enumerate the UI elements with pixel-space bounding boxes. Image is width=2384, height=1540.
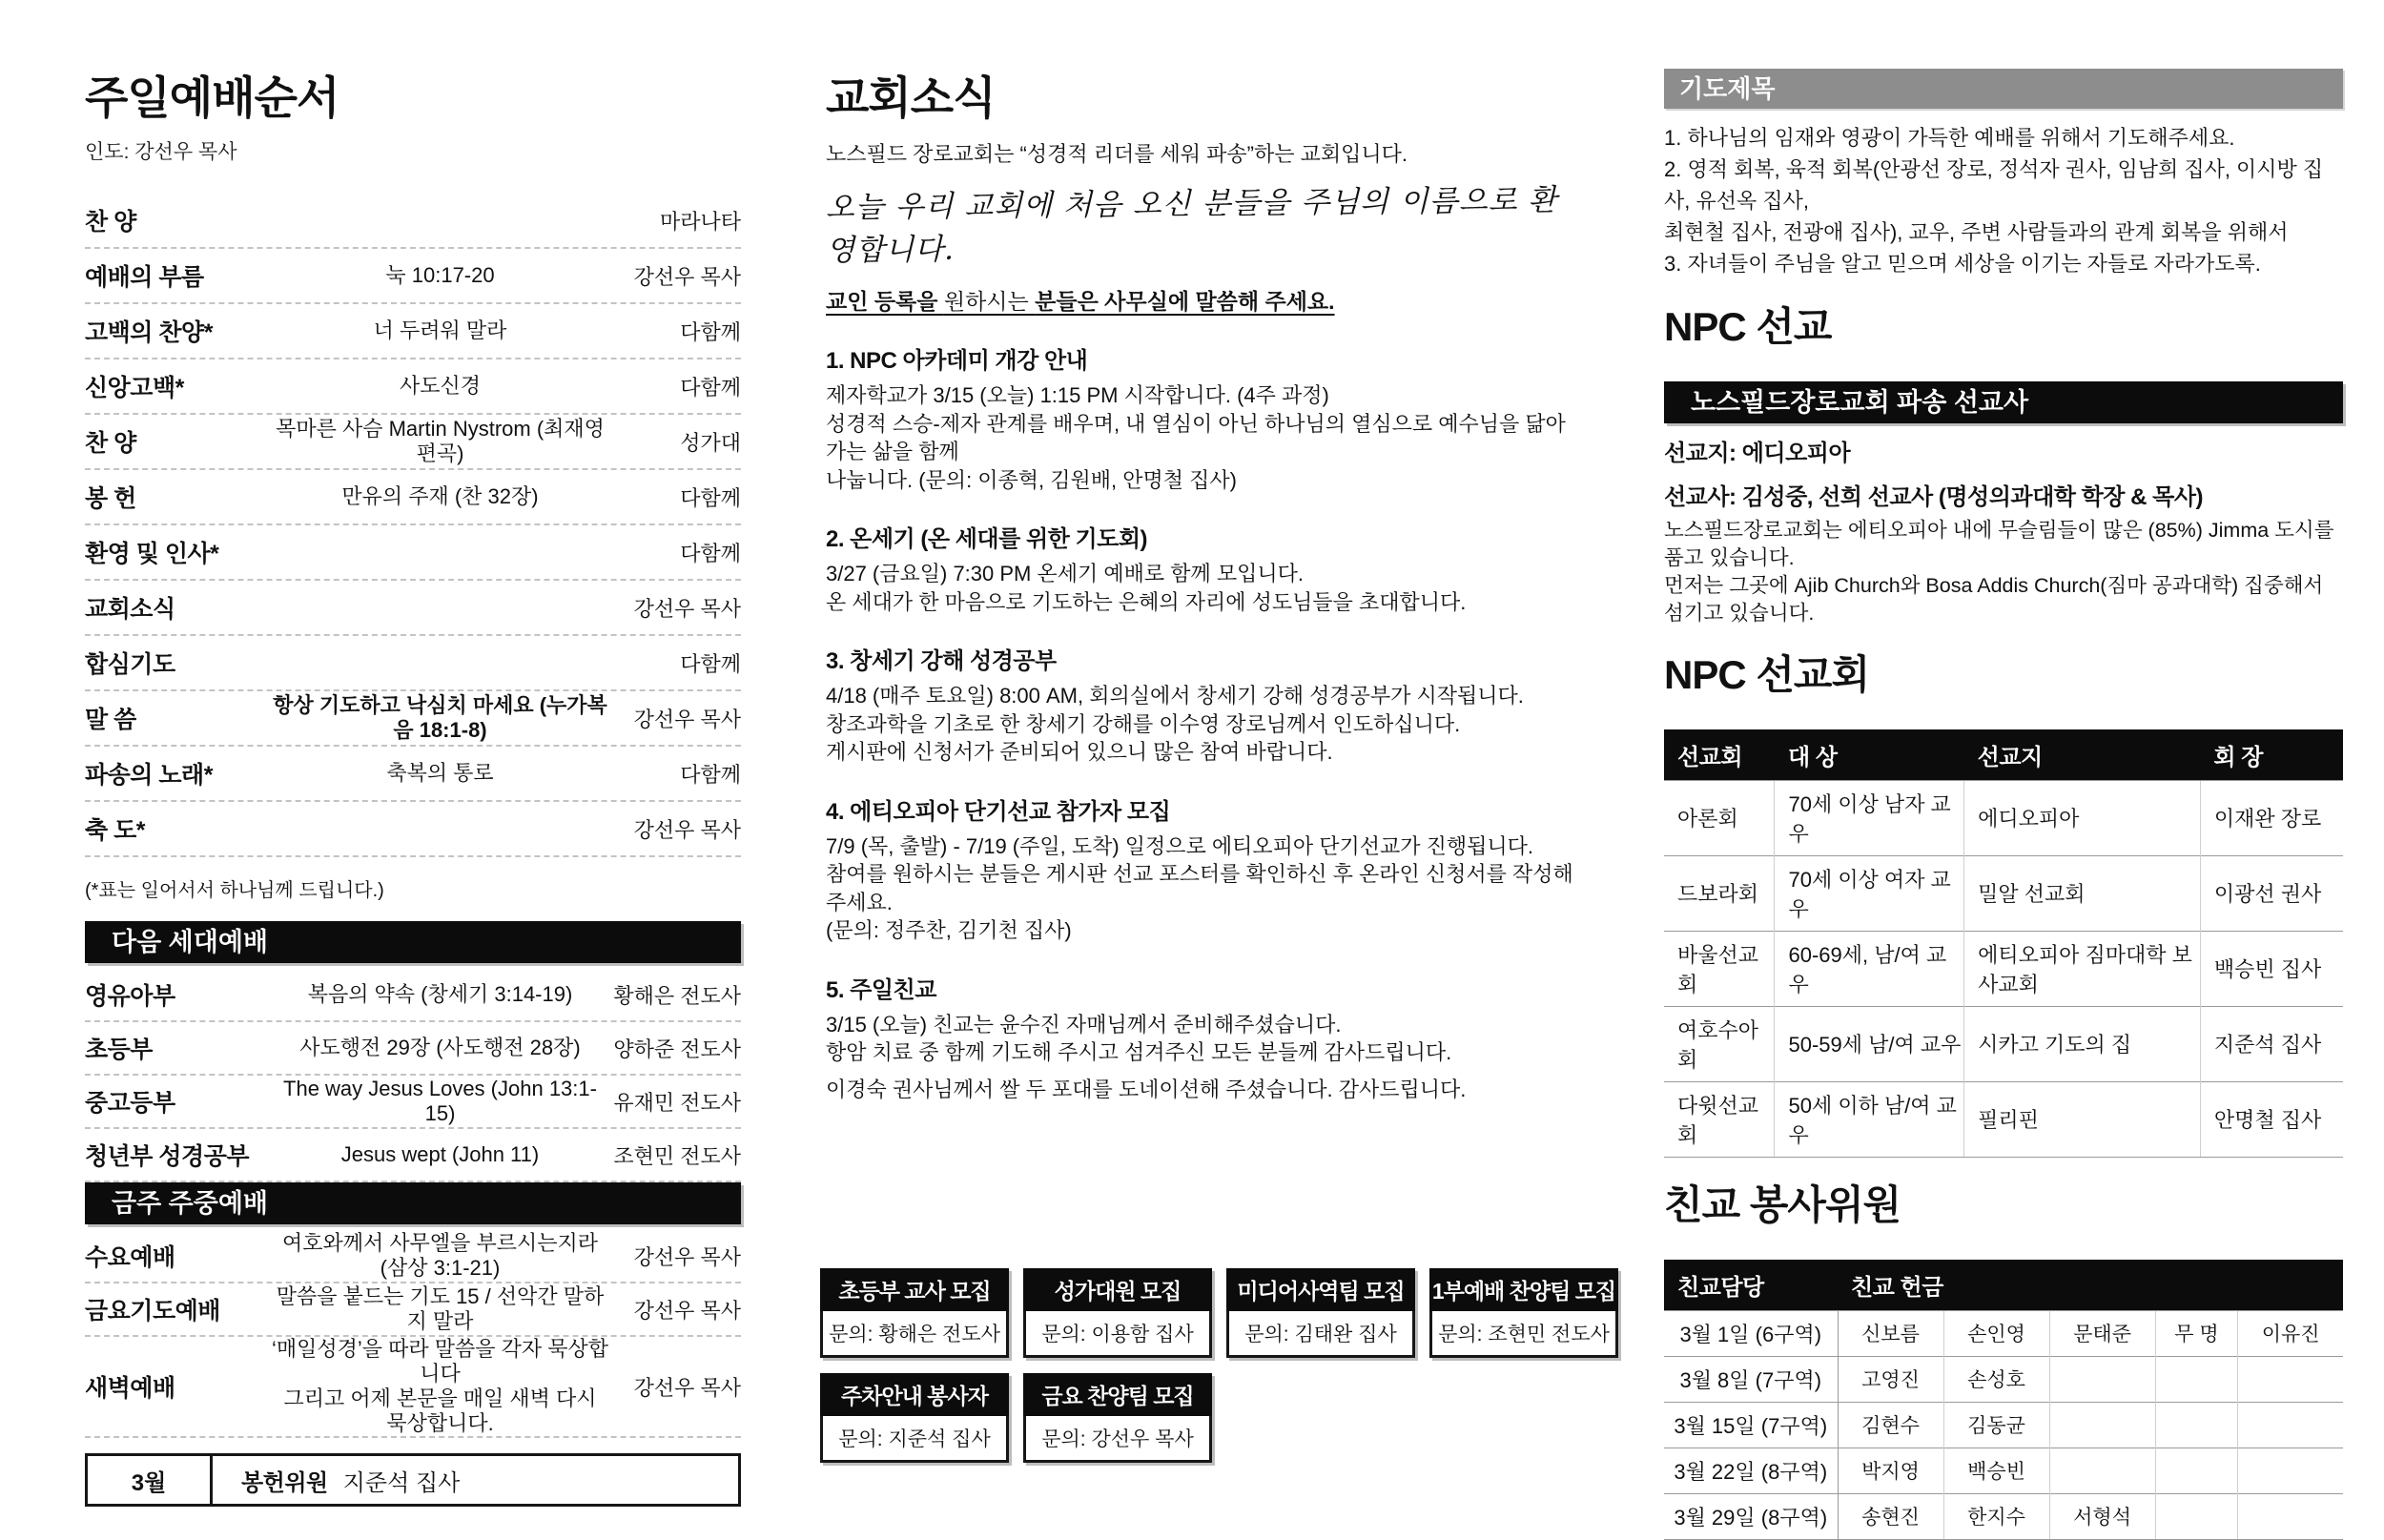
row-center-text: 축복의 통로 (386, 761, 494, 786)
fellowship-name-cell: 백승빈 (1943, 1448, 2049, 1493)
worship-row (85, 304, 741, 359)
mission-table-cell: 안명철 집사 (2200, 1081, 2343, 1157)
row-label: 찬 양 (85, 209, 136, 236)
worship-row (85, 1337, 741, 1438)
news-item-heading: 1. NPC 아카데미 개강 안내 (826, 348, 1088, 375)
fellowship-name-cell: 김현수 (1838, 1402, 1943, 1448)
row-center-text: 복음의 약속 (창세기 3:14-19) (307, 982, 573, 1007)
row-label: 청년부 성경공부 (85, 1143, 249, 1171)
news-item-line: 제자학교가 3/15 (오늘) 1:15 PM 시작합니다. (4주 과정) (826, 383, 1329, 408)
mission-table-cell: 밀알 선교회 (1964, 855, 2201, 931)
mission-table-cell: 60-69세, 남/여 교우 (1775, 931, 1964, 1006)
fellowship-name-cell: 이유진 (2238, 1310, 2343, 1356)
row-center-text: 여호와께서 사무엘을 부르시는지라 (삼상 3:1-21) (281, 1231, 598, 1281)
fellowship-name-cell: 신보름 (1838, 1310, 1943, 1356)
fellowship-name-cell (2155, 1356, 2238, 1402)
npc-mission-title: NPC 선교 (1664, 304, 1832, 349)
news-item-heading: 2. 온세기 (온 세대를 위한 기도회) (826, 526, 1148, 553)
row-label: 파송의 노래* (85, 762, 213, 790)
offering-role-cell (213, 1456, 460, 1504)
news-item-line: 창조과학을 기초로 한 창세기 강해를 이수영 장로님께서 인도하십니다. (826, 711, 1461, 736)
recruitment-box (1226, 1268, 1415, 1358)
registration-notice (826, 284, 1579, 316)
row-right-text: 다함께 (680, 319, 741, 344)
mission-table-cell: 70세 이상 남자 교우 (1775, 780, 1964, 855)
prayer-topics-list (1664, 122, 2343, 279)
row-right-text: 강선우 목사 (633, 1244, 741, 1269)
mission-society-title: NPC 선교회 (1664, 651, 1870, 697)
recruitment-box (1023, 1268, 1212, 1358)
worship-row (85, 747, 741, 802)
fellowship-name-cell (2238, 1448, 2343, 1493)
mission-table-cell: 필리핀 (1964, 1081, 2201, 1157)
mission-table-header-row (1664, 729, 2343, 781)
fellowship-name-cell: 무 명 (2155, 1310, 2238, 1356)
row-right-text: 다함께 (680, 651, 741, 676)
registration-notice-segment: 분들은 사무실에 말씀해 주세요. (1035, 289, 1335, 315)
news-item-heading: 5. 주일친교 (826, 976, 936, 1003)
sent-missionary-banner: 노스필드장로교회 파송 선교사 (1664, 381, 2343, 423)
row-center-text: Jesus wept (John 11) (340, 1142, 540, 1167)
fellowship-name-cell: 고영진 (1838, 1356, 1943, 1402)
row-label: 수요예배 (85, 1244, 175, 1272)
offering-committee-box (85, 1453, 741, 1507)
worship-row (85, 802, 741, 857)
recruitment-box-title: 1부예배 찬양팀 모집 (1429, 1268, 1618, 1311)
mission-table-row (1664, 1006, 2343, 1081)
mission-society-table (1664, 729, 2343, 1158)
recruitment-box (820, 1373, 1009, 1463)
section-banner: 다음 세대예배 (85, 921, 741, 963)
fellowship-date-cell: 3월 1일 (6구역) (1664, 1310, 1838, 1356)
row-right-text: 양하준 전도사 (613, 1037, 741, 1061)
news-item (826, 642, 1579, 767)
recruitment-box-title: 미디어사역팀 모집 (1226, 1268, 1415, 1311)
worship-row (85, 415, 741, 470)
church-news-section (825, 72, 1616, 1450)
mission-table-cell: 에디오피아 (1964, 780, 2201, 855)
fellowship-name-cell (2155, 1448, 2238, 1493)
news-item (826, 792, 1579, 945)
row-right-text: 다함께 (680, 541, 741, 565)
fellowship-date-cell: 3월 22일 (8구역) (1664, 1448, 1838, 1493)
fellowship-name-cell (2238, 1493, 2343, 1539)
church-motto-line: 노스필드 장로교회는 “성경적 리더를 세워 파송”하는 교회입니다. (826, 142, 1408, 167)
worship-row (85, 691, 741, 747)
news-item (826, 341, 1579, 494)
news-item (826, 971, 1579, 1104)
row-center-text-line2: 그리고 어제 본문을 매일 새벽 다시 묵상합니다. (283, 1386, 597, 1436)
mission-table-header-cell: 선교회 (1664, 729, 1775, 781)
worship-row (85, 525, 741, 581)
row-center-text: 항상 기도하고 낙심치 마세요 (누가복음 18:1-8) (273, 693, 607, 743)
fellowship-name-cell: 서형석 (2049, 1493, 2155, 1539)
mission-table-row (1664, 780, 2343, 855)
news-item (826, 520, 1579, 616)
news-item-line: 4/18 (매주 토요일) 8:00 AM, 회의실에서 창세기 강해 성경공부가 시작됩니다. (826, 684, 1524, 708)
row-center-text: 눅 10:17-20 (385, 263, 495, 288)
section-banner: 금주 주중예배 (85, 1182, 741, 1224)
recruitment-box (1429, 1268, 1618, 1358)
row-label: 환영 및 인사* (85, 541, 219, 568)
right-info-section (1664, 69, 2343, 1540)
row-right-text: 성가대 (680, 430, 741, 455)
fellowship-header-row (1664, 1260, 2343, 1311)
row-right-text: 강선우 목사 (633, 264, 741, 289)
recruitment-box-contact: 문의: 조현민 전도사 (1429, 1311, 1618, 1358)
prayer-topic-line: 최현철 집사, 전광애 집사), 교우, 주변 사람들과의 관계 회복을 위해서 (1664, 220, 2289, 244)
row-center-text: ‘매일성경’을 따라 말씀을 각자 묵상합니다 그리고 어제 본문을 매일 새벽 다시 묵상합니다. (271, 1337, 608, 1436)
fellowship-name-cell (2155, 1402, 2238, 1448)
fellowship-row (1664, 1402, 2343, 1448)
row-right-text: 다함께 (680, 375, 741, 400)
mission-table-cell: 드보라회 (1664, 855, 1775, 931)
news-item-line: 항암 치료 중 함께 기도해 주시고 섬겨주신 모든 분들께 감사드립니다. (826, 1040, 1452, 1065)
news-item-line: 나눕니다. (문의: 이종혁, 김원배, 안명철 집사) (826, 467, 1237, 492)
worship-order-rows (85, 194, 741, 857)
row-label: 교회소식 (85, 596, 175, 624)
mission-table-cell: 여호수아회 (1664, 1006, 1775, 1081)
offering-role-label: 봉헌위원 (241, 1469, 328, 1496)
row-label: 말 씀 (85, 707, 136, 734)
row-label: 찬 양 (85, 430, 136, 458)
row-right-text: 유재민 전도사 (613, 1090, 741, 1115)
row-label: 합심기도 (85, 651, 175, 679)
mission-table-row (1664, 855, 2343, 931)
fellowship-name-cell (2155, 1493, 2238, 1539)
fellowship-row (1664, 1493, 2343, 1539)
mission-body-line: 먼저는 그곳에 Ajib Church와 Bosa Addis Church(짐마 공과대학) 집중해서 섬기고 있습니다. (1664, 573, 2324, 625)
mission-table-cell: 이광선 권사 (2200, 855, 2343, 931)
fellowship-row (1664, 1448, 2343, 1493)
welcome-handwriting-line: 오늘 우리 교회에 처음 오신 분들을 주님의 이름으로 환영합니다. (825, 183, 1558, 269)
mission-table-cell: 바울선교회 (1664, 931, 1775, 1006)
worship-row (85, 194, 741, 249)
mission-table-row (1664, 1081, 2343, 1157)
news-item-line: 3/15 (오늘) 친교는 윤수진 자매님께서 준비해주셨습니다. (826, 1012, 1342, 1037)
row-right-text: 강선우 목사 (633, 1298, 741, 1323)
worship-row (85, 1283, 741, 1337)
worship-order-title: 주일예배순서 (85, 72, 339, 123)
worship-row (85, 359, 741, 415)
offering-person: 지준석 집사 (342, 1469, 461, 1496)
row-right-text: 다함께 (680, 485, 741, 510)
fellowship-name-cell (2049, 1402, 2155, 1448)
row-center-text: 목마른 사슴 Martin Nystrom (최재영 편곡) (276, 417, 605, 466)
recruitment-box-contact: 문의: 황해은 전도사 (820, 1311, 1009, 1358)
row-label: 초등부 (85, 1037, 153, 1064)
fellowship-header-offering: 친교 헌금 (1838, 1260, 2343, 1311)
mission-bold-line: 선교지: 에디오피아 (1664, 440, 1851, 466)
row-label: 신앙고백* (85, 375, 184, 402)
recruitment-box (820, 1268, 1009, 1358)
recruitment-box-title: 초등부 교사 모집 (820, 1268, 1009, 1311)
row-label: 중고등부 (85, 1090, 175, 1118)
news-item-heading: 4. 에티오피아 단기선교 참가자 모집 (826, 798, 1171, 825)
mission-body-line: 노스필드장로교회는 에티오피아 내에 무슬림들이 많은 (85%) Jimma 도시를 품고 있습니다. (1664, 518, 2334, 569)
prayer-topic-line: 3. 자녀들이 주님을 알고 믿으며 세상을 이기는 자들로 자라가도록. (1664, 252, 2261, 276)
fellowship-name-cell: 손인영 (1943, 1310, 2049, 1356)
worship-row (85, 1076, 741, 1129)
fellowship-date-cell: 3월 8일 (7구역) (1664, 1356, 1838, 1402)
news-item-line: (문의: 정주찬, 김기천 집사) (826, 918, 1072, 943)
fellowship-name-cell: 송현진 (1838, 1493, 1943, 1539)
worship-row (85, 470, 741, 525)
row-label: 봉 헌 (85, 485, 136, 513)
fellowship-row (1664, 1356, 2343, 1402)
fellowship-name-cell: 문태준 (2049, 1310, 2155, 1356)
news-item-line: 참여를 원하시는 분들은 게시판 선교 포스터를 확인하신 후 온라인 신청서를 작성해 주세요. (826, 862, 1573, 914)
news-item-line: 온 세대가 한 마음으로 기도하는 은혜의 자리에 성도님들을 초대합니다. (826, 589, 1467, 614)
worship-row (85, 969, 741, 1022)
row-center-text: 만유의 주재 (찬 32장) (341, 484, 539, 509)
row-label: 축 도* (85, 817, 145, 845)
fellowship-date-cell: 3월 15일 (7구역) (1664, 1402, 1838, 1448)
news-item-heading: 3. 창세기 강해 성경공부 (826, 648, 1057, 675)
news-items-list (826, 341, 1579, 1103)
row-right-text: 황해은 전도사 (613, 983, 741, 1008)
news-item-line: 이경숙 권사님께서 쌀 두 포대를 도네이션해 주셨습니다. 감사드립니다. (826, 1077, 1467, 1101)
recruitment-box-contact: 문의: 김태완 집사 (1226, 1311, 1415, 1358)
section-rows (85, 969, 741, 1182)
fellowship-name-cell: 손성호 (1943, 1356, 2049, 1402)
fellowship-header-duty: 친교담당 (1664, 1260, 1838, 1311)
church-news-title: 교회소식 (826, 72, 996, 123)
worship-row (85, 581, 741, 636)
mission-table-cell: 백승빈 집사 (2200, 931, 2343, 1006)
fellowship-name-cell: 박지영 (1838, 1448, 1943, 1493)
worship-row (85, 1022, 741, 1076)
fellowship-committee-title: 친교 봉사위원 (1664, 1181, 1901, 1227)
registration-notice-segment: 원하시는 (943, 289, 1036, 315)
fellowship-name-cell (2049, 1448, 2155, 1493)
recruitment-box-contact: 문의: 이용함 집사 (1023, 1311, 1212, 1358)
fellowship-name-cell (2238, 1402, 2343, 1448)
worship-leader-subtitle: 인도: 강선우 목사 (85, 141, 237, 164)
row-label: 고백의 찬양* (85, 319, 213, 347)
mission-table-cell: 지준석 집사 (2200, 1006, 2343, 1081)
news-item-line: 성경적 스승-제자 관계를 배우며, 내 열심이 아닌 하나님의 열심으로 예수님을 닮아가는 삶을 함께 (826, 411, 1566, 464)
row-label: 새벽예배 (85, 1375, 175, 1403)
fellowship-name-cell: 김동균 (1943, 1402, 2049, 1448)
mission-table-header-cell: 대 상 (1775, 729, 1964, 781)
mission-table-cell: 50세 이하 남/여 교우 (1775, 1081, 1964, 1157)
row-right-text: 다함께 (680, 762, 741, 787)
offering-month: 3월 (88, 1456, 213, 1504)
left-sub-sections (85, 921, 741, 1438)
left-section (85, 921, 741, 1182)
row-right-text: 강선우 목사 (633, 1375, 741, 1400)
left-section (85, 1182, 741, 1438)
row-right-text: 마라나타 (659, 209, 741, 234)
fellowship-date-cell: 3월 29일 (8구역) (1664, 1493, 1838, 1539)
registration-notice-segment: 교인 등록을 (826, 289, 944, 315)
section-rows (85, 1230, 741, 1438)
recruitment-box-title: 성가대원 모집 (1023, 1268, 1212, 1311)
mission-table-cell: 다윗선교회 (1664, 1081, 1775, 1157)
mission-table-header-cell: 선교지 (1964, 729, 2201, 781)
mission-bold-line: 선교사: 김성중, 선희 선교사 (명성의과대학 학장 & 목사) (1664, 483, 2204, 510)
standing-footnote: (*표는 일어서서 하나님께 드립니다.) (85, 880, 384, 902)
fellowship-row (1664, 1310, 2343, 1356)
recruitment-box (1023, 1373, 1212, 1463)
fellowship-committee-table (1664, 1260, 2343, 1540)
prayer-topic-line: 2. 영적 회복, 육적 회복(안광선 장로, 정석자 권사, 임남희 집사, 이시방 집사, 유선옥 집사, (1664, 157, 2324, 213)
mission-table-cell: 시카고 기도의 집 (1964, 1006, 2201, 1081)
news-item-line: 7/9 (목, 출발) - 7/19 (주일, 도착) 일정으로 에티오피아 단기선교가 진행됩니다. (826, 833, 1534, 858)
row-right-text: 강선우 목사 (633, 707, 741, 731)
worship-row (85, 1230, 741, 1283)
mission-table-header-cell: 회 장 (2200, 729, 2343, 781)
row-label: 금요기도예배 (85, 1298, 220, 1325)
row-right-text: 조현민 전도사 (613, 1143, 741, 1168)
prayer-topics-banner: 기도제목 (1664, 69, 2343, 109)
row-center-text: 사도신경 (399, 374, 481, 399)
worship-row (85, 1129, 741, 1182)
row-center-text: 너 두려워 말라 (373, 318, 507, 343)
recruitment-box-title: 금요 찬양팀 모집 (1023, 1373, 1212, 1416)
fellowship-name-cell (2049, 1356, 2155, 1402)
news-item-line: 게시판에 신청서가 준비되어 있으니 많은 참여 바랍니다. (826, 740, 1333, 765)
recruitment-box-title: 주차안내 봉사자 (820, 1373, 1009, 1416)
recruitment-box-contact: 문의: 강선우 목사 (1023, 1416, 1212, 1463)
mission-table-cell: 50-59세 남/여 교우 (1775, 1006, 1964, 1081)
row-label: 예배의 부름 (85, 264, 204, 292)
mission-table-cell: 이재완 장로 (2200, 780, 2343, 855)
row-center-text: 사도행전 29장 (사도행전 28장) (299, 1036, 581, 1060)
prayer-topic-line: 1. 하나님의 임재와 영광이 가득한 예배를 위해서 기도해주세요. (1664, 126, 2235, 150)
mission-table-cell: 아론회 (1664, 780, 1775, 855)
news-item-line: 3/27 (금요일) 7:30 PM 온세기 예배로 함께 모입니다. (826, 562, 1304, 586)
npc-mission-body (1664, 434, 2343, 627)
worship-order-section (85, 74, 741, 1507)
row-right-text: 강선우 목사 (633, 817, 741, 842)
mission-table-cell: 70세 이상 여자 교우 (1775, 855, 1964, 931)
mission-table-cell: 에티오피아 짐마대학 보사교회 (1964, 931, 2201, 1006)
worship-row (85, 249, 741, 304)
recruitment-boxes (820, 1268, 1640, 1463)
fellowship-name-cell: 한지수 (1943, 1493, 2049, 1539)
row-center-text: The way Jesus Loves (John 13:1-15) (283, 1077, 597, 1126)
fellowship-name-cell (2238, 1356, 2343, 1402)
row-label: 영유아부 (85, 983, 175, 1011)
row-center-text: 말씀을 붙드는 기도 15 / 선악간 말하지 말라 (276, 1284, 605, 1334)
mission-table-row (1664, 931, 2343, 1006)
recruitment-box-contact: 문의: 지준석 집사 (820, 1416, 1009, 1463)
row-right-text: 강선우 목사 (633, 596, 741, 621)
worship-row (85, 636, 741, 691)
